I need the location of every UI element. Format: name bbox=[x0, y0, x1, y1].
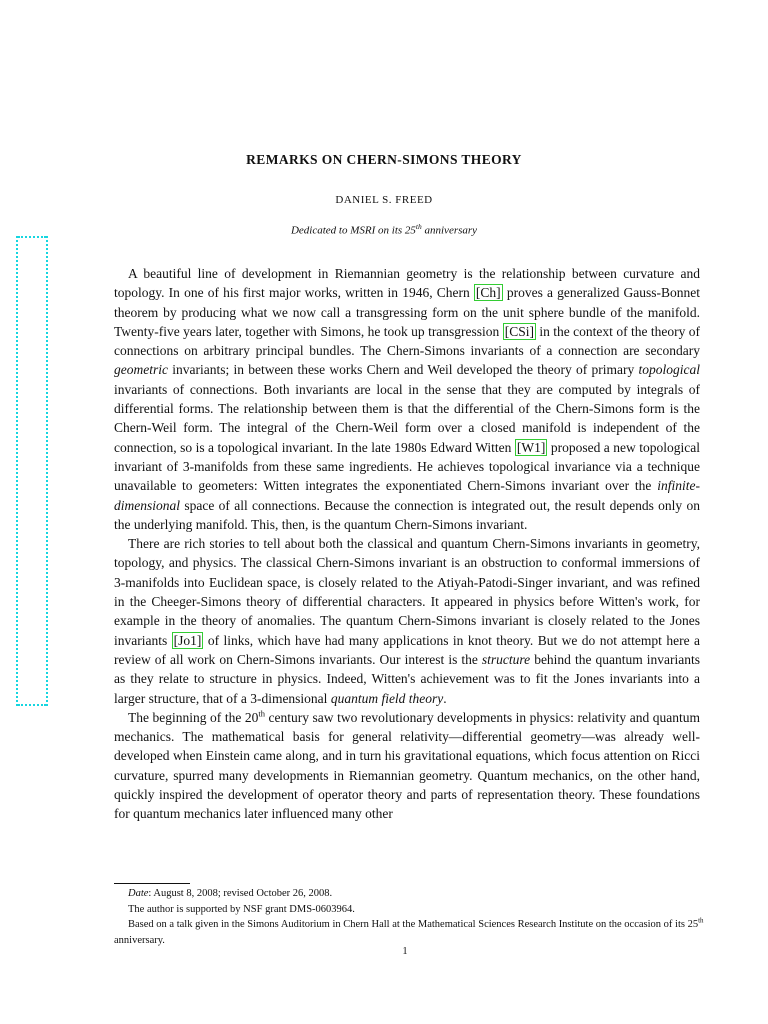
footnote-date bbox=[114, 886, 710, 902]
paper-title: REMARKS ON CHERN-SIMONS THEORY bbox=[246, 152, 522, 167]
arxiv-stamp bbox=[16, 236, 48, 706]
citation-link-ch[interactable]: [Ch] bbox=[475, 285, 501, 301]
text-run: There are rich stories to tell about both the classical and quantum Chern-Simons invariants in geometry, topology, and physics. The classical Chern-Simons invariant is an obstruction to conformal immersions of 3-manifolds into Euclidean space, is closely related to the Atiyah-Patodi-Singer invariant, and was refined in the Cheeger-Simons theory of differential characters. It appeared in physics before Witten's work, for example in the theory of anomalies. The quantum Chern-Simons invariant is closely related to the Jones invariants bbox=[114, 536, 700, 648]
footnote-talk bbox=[114, 917, 710, 948]
paper-author: DANIEL S. FREED bbox=[335, 194, 433, 206]
text-run: of links, which have had many applications in knot theory. But we do not attempt here a review of all work on Chern-Simons invariants. Our interest is the bbox=[114, 632, 700, 667]
page-number: 1 bbox=[402, 946, 408, 957]
superscript: th bbox=[698, 916, 704, 925]
paragraph-3 bbox=[114, 708, 700, 824]
text-run: behind the quantum invariants as they relate to structure in physics. Indeed, Witten's achievement was to fit the Jones invariants into a larger structure, that of a 3-dimensional bbox=[114, 651, 700, 706]
citation-link-jo1[interactable]: [Jo1] bbox=[173, 632, 202, 648]
emphasis: infinite-dimensional bbox=[114, 478, 700, 513]
citation-link-csi[interactable]: [CSi] bbox=[504, 323, 534, 339]
text-run: century saw two revolutionary developments in physics: relativity and quantum mechanics. The mathematical basis for general relativity—differential geometry—was already well-developed when Einstein came along, and in turn his gravitational equations, which focus attention on Ricci curvature, spurred many developments in Riemannian geometry. Quantum mechanics, on the other hand, quickly inspired the development of operator theory and parts of representation theory. These foundations for quantum mechanics later influenced many other bbox=[114, 709, 700, 822]
dedication-superscript: th bbox=[415, 222, 422, 231]
footnote-talk-text-end: anniversary. bbox=[114, 934, 165, 946]
emphasis: topological bbox=[638, 362, 700, 378]
footnote-support: The author is supported by NSF grant DMS-0603964. bbox=[128, 903, 355, 915]
text-run: proves a generalized Gauss-Bonnet theorem by producing what we now call a transgressing form on the unit sphere bundle of the manifold. Twenty-five years later, together with Simons, he took up transgression bbox=[114, 285, 701, 339]
superscript: th bbox=[258, 708, 265, 719]
paragraph-2 bbox=[114, 534, 700, 708]
text-run: . bbox=[443, 690, 447, 706]
dedication-text: Dedicated to MSRI on its 25 bbox=[290, 224, 416, 237]
text-run: invariants; in between these works Chern and Weil developed the theory of primary bbox=[167, 362, 639, 378]
footnote-date-label: Date bbox=[128, 888, 149, 899]
paragraph-1 bbox=[114, 264, 700, 534]
text-run: A beautiful line of development in Riemannian geometry is the relationship between curvature and topology. In one of his first major works, written in 1946, Chern bbox=[114, 266, 700, 301]
footnotes bbox=[114, 886, 710, 948]
dedication-text-end: anniversary bbox=[421, 224, 478, 237]
emphasis: geometric bbox=[114, 362, 168, 378]
text-run: in the context of the theory of connections on arbitrary principal bundles. The Chern-Simons invariants of a connection are secondary bbox=[114, 323, 701, 359]
footnote-rule bbox=[114, 883, 190, 884]
emphasis: structure bbox=[481, 651, 531, 667]
text-run: space of all connections. Because the connection is integrated out, the result depends only on the underlying manifold. This, then, is the quantum Chern-Simons invariant. bbox=[114, 497, 700, 532]
text-run: invariants of connections. Both invariants are local in the sense that they are computed by integrals of differential forms. The relationship between them is that the differential of the Chern-Simons form is the Chern-Weil form. The integral of the Chern-Weil form over a closed manifold is independent of the connection, so is a topological invariant. In the late 1980s Edward Witten bbox=[114, 381, 700, 455]
footnote-talk-text: Based on a talk given in the Simons Auditorium in Chern Hall at the Mathematical Sciences Research Institute on the occasion of its 25 bbox=[128, 919, 699, 930]
citation-link-w1[interactable]: [W1] bbox=[516, 439, 546, 455]
footnote-date-text: : August 8, 2008; revised October 26, 2008. bbox=[148, 888, 333, 899]
text-run: proposed a new topological invariant of 3-manifolds from these same ingredients. He achieves topological invariance via a technique unavailable to geometers: Witten integrates the exponentiated Chern-Simons invariant over the bbox=[114, 439, 700, 494]
text-run: The beginning of the 20 bbox=[128, 709, 259, 725]
emphasis: quantum field theory bbox=[330, 690, 444, 706]
body-text bbox=[114, 264, 700, 824]
dedication bbox=[0, 222, 768, 237]
